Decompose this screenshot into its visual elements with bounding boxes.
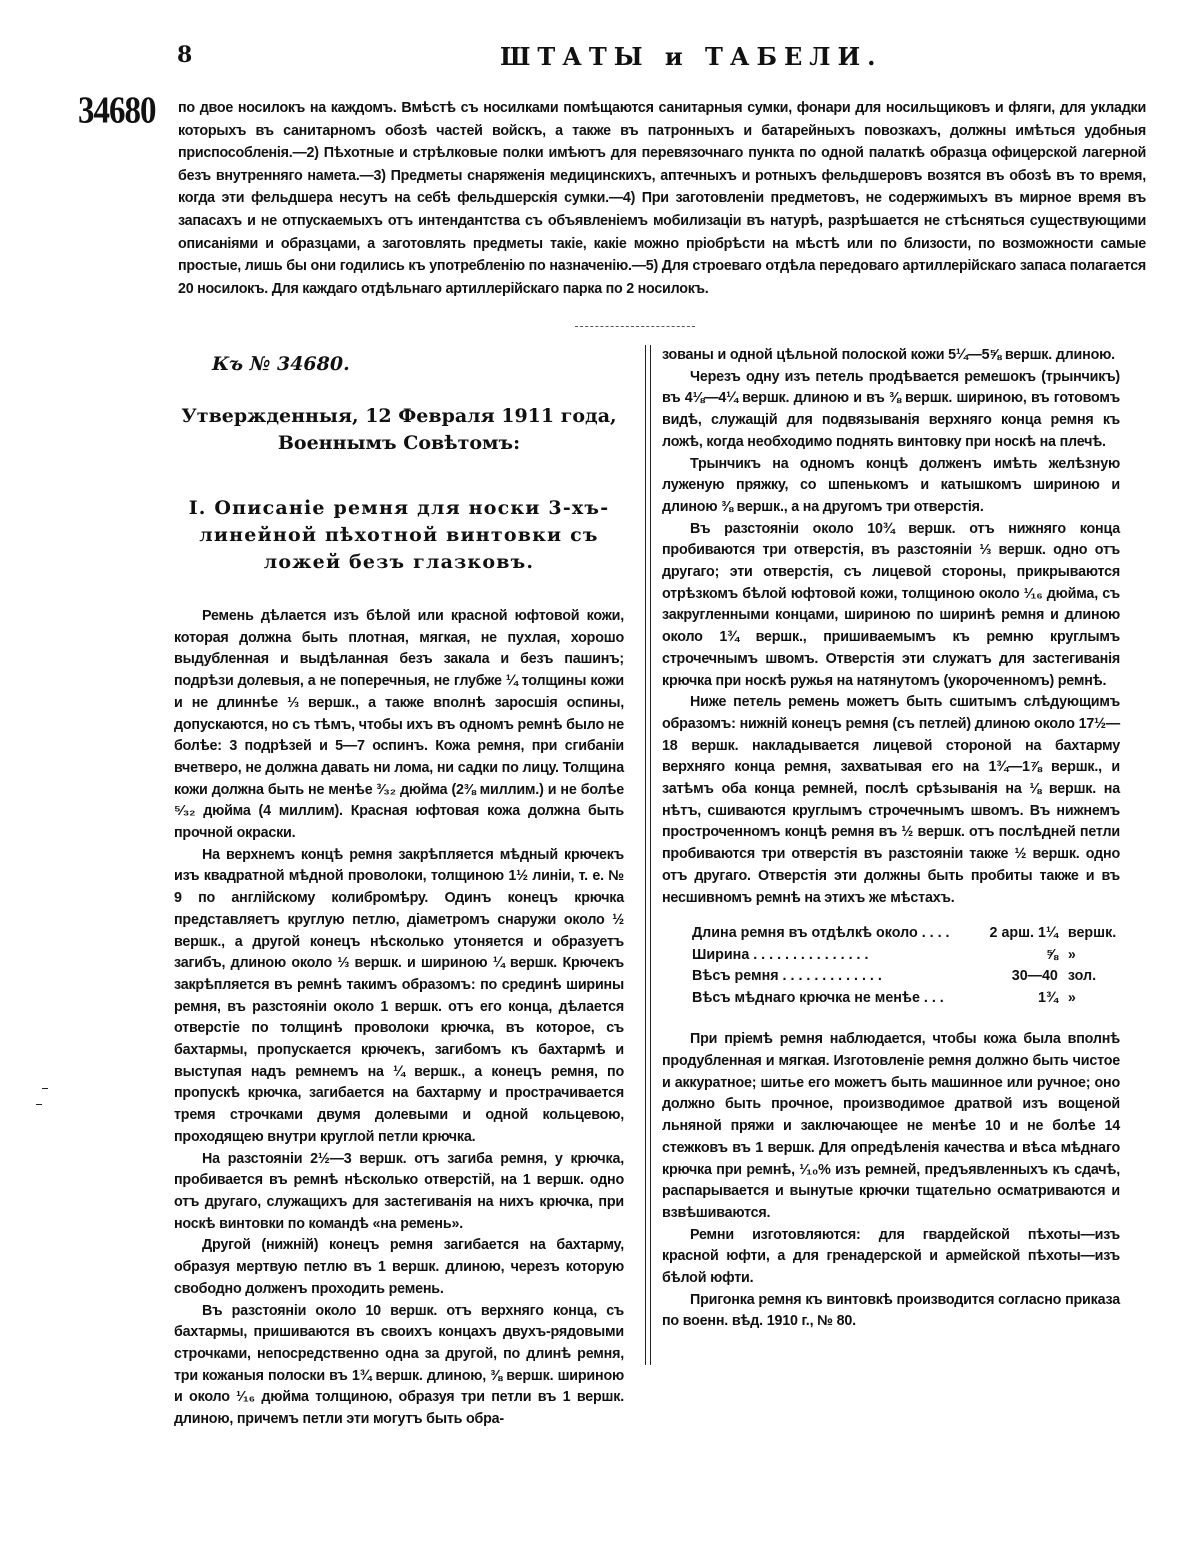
margin-mark (36, 1104, 42, 1105)
specification-table (692, 923, 1122, 1009)
spec-label: Ширина . . . . . . . . . . . . . . . (692, 946, 869, 963)
paragraph: Въ разстояніи около 10¾ вершк. отъ нижняго конца пробиваются три отверстія, въ разстояніи ⅓ вершк. одно отъ другаго; эти отверстія, съ лицевой стороны, прикрываются отрѣзкомъ бѣлой юфтовой кожи, толщиною около ¹⁄₁₆ дюйма, съ закругленными концами, шириною по ширинѣ ремня и длиною около 1¾ вершк., пришиваемымъ къ ремню круглымъ строчечнымъ швомъ. Отверстія эти служатъ для застегиванія крючка при носкѣ ружья на натянутомъ (укороченномъ) ремнѣ. (662, 520, 1120, 689)
spec-label: Длина ремня въ отдѣлкѣ около . . . . (692, 925, 950, 942)
spec-value: 30—40 (1011, 968, 1058, 985)
spec-label: Вѣсъ ремня . . . . . . . . . . . . . (692, 968, 882, 985)
spec-label: Вѣсъ мѣднаго крючка не менѣе . . . (692, 989, 944, 1006)
table-row (692, 966, 1122, 988)
section-title: I. Описаніе ремня для носки 3-хъ-линейной пѣхотной винтовки съ ложей безъ глазковъ. (188, 497, 610, 573)
reference-heading: Къ № 34680. (212, 353, 350, 375)
spec-unit: вершк. (1067, 925, 1117, 942)
table-row (692, 988, 1122, 1010)
paragraph: Трынчикъ на одномъ концѣ долженъ имѣть желѣзную луженую пряжку, со шпенькомъ и катышкомъ шириною и длиною ⅜ вершк., а на другомъ три отверстія. (662, 455, 1120, 515)
table-row (692, 923, 1122, 945)
spec-unit: » (1067, 989, 1076, 1006)
margin-mark (42, 1088, 48, 1089)
table-row (692, 945, 1122, 967)
article-number: 34680 (78, 90, 156, 132)
right-column (662, 345, 1120, 1333)
section-separator (575, 326, 695, 328)
paragraph-continuation: зованы и одной цѣльной полоской кожи 5¼—5⅝ вершк. длиною. (662, 347, 1115, 363)
paragraph: Черезъ одну изъ петель продѣвается ремешокъ (трынчикъ) въ 4⅛—4¼ вершк. длиною и въ ⅜ вершк. шириною, въ готовомъ видѣ, служащій для подвязыванія верхняго конца ремня къ ложѣ, когда необходимо поднять винтовку при носкѣ на плечѣ. (662, 368, 1120, 450)
paragraph: Ремень дѣлается изъ бѣлой или красной юфтовой кожи, которая должна быть плотная, мягкая, не пухлая, хорошо выдубленная и выдѣланная безъ закала и безъ пашинъ; подрѣзи долевыя, а не поперечныя, не глубже ¼ толщины кожи и не длиннѣе ⅓ вершк., а также вполнѣ заросшія оспины, допускаются, но съ тѣмъ, чтобы ихъ въ одномъ ремнѣ было не болѣе: 3 подрѣзей и 5—7 оспинъ. Кожа ремня, при сгибаніи вчетверо, не должна давать ни лома, ни садки по лицу. Толщина кожи должна быть не менѣе ³⁄₃₂ дюйма (2⅜ миллим.) и не болѣе ⁵⁄₃₂ дюйма (4 миллим). Красная юфтовая кожа должна быть прочной окраски. (174, 608, 624, 842)
running-title: ШТАТЫ и ТАБЕЛИ. (500, 42, 883, 71)
spec-unit: зол. (1067, 968, 1097, 985)
paragraph: При пріемѣ ремня наблюдается, чтобы кожа была вполнѣ продубленная и мягкая. Изготовленіе ремня должно быть чистое и аккуратное; шитье его можетъ быть машинное или ручное; оно должно быть прочное, производимое дратвой изъ вощеной льняной пряжи и заключающее не менѣе 10 и не болѣе 14 стежковъ въ 1 вершк. Для опредѣленія качества и вѣса мѣднаго крючка при ремнѣ, ¹⁄₁₀% изъ ремней, предъявленныхъ къ сдачѣ, распарывается и вынутые крючки тщательно осматриваются и взвѣшиваются. (662, 1031, 1120, 1221)
paragraph: Другой (нижній) конецъ ремня загибается на бахтарму, образуя мертвую петлю въ 1 вершк. длиною, черезъ которую свободно долженъ проходить ремень. (174, 1237, 624, 1297)
paragraph: На верхнемъ концѣ ремня закрѣпляется мѣдный крючекъ изъ квадратной мѣдной проволоки, толщиною 1½ линіи, т. е. № 9 по англійскому колибромѣру. Одинъ конецъ крючка представляетъ круглую петлю, діаметромъ снаружи около ½ вершк., а другой конецъ нѣсколько утоняется и образуетъ загибъ, длиною около ⅓ вершк. и шириною ¼ вершк. Крючекъ закрѣпляется въ ремнѣ такимъ образомъ: по срединѣ ширины ремня, въ разстояніи около 1 вершк. отъ его конца, дѣлается отверстіе по толщинѣ проволоки крючка, въ которое, съ бахтармы, пропускается крючекъ, загибомъ къ бахтармѣ и выступая надъ ремнемъ на ¼ вершк., а конецъ ремня, по пропускѣ крючка, загибается на бахтарму и прострачивается тремя строчками двумя долевыми и одной кольцевою, проходящею внутри круглой петли крючка. (174, 846, 624, 1145)
left-body-text (174, 606, 624, 1431)
page-number: 8 (177, 42, 193, 68)
paragraph: Ниже петель ремень можетъ быть сшитымъ слѣдующимъ образомъ: нижній конецъ ремня (съ петлей) длиною около 17½—18 вершк. накладывается лицевой стороной на бахтарму верхняго конца ремня, захватывая его на 1¾—1⅞ вершк., и затѣмъ оба конца ремней, послѣ срѣзыванія на ⅛ вершк. на нѣтъ, сшиваются круглымъ строчечнымъ швомъ. Въ нижнемъ простроченномъ концѣ ремня въ ½ вершк. отъ послѣдней петли пробиваются три отверстія въ разстояніи также ½ вершк. одно отъ другаго. Отверстія эти должны быть пробиты также и въ несшивномъ ремнѣ на этихъ же мѣстахъ. (662, 694, 1120, 906)
column-divider (645, 345, 651, 1365)
approval-heading: Утвержденныя, 12 Февраля 1911 года, Военнымъ Совѣтомъ: (181, 405, 617, 454)
spec-value: 2 арш. 1¼ (989, 925, 1058, 942)
right-body-text-after-table (662, 1029, 1120, 1333)
left-column (174, 345, 624, 1431)
spec-value: ⅝ (1045, 946, 1058, 963)
right-body-text (662, 345, 1120, 909)
paragraph: Ремни изготовляются: для гвардейской пѣхоты—изъ красной юфти, а для гренадерской и армейской пѣхоты—изъ бѣлой юфти. (662, 1226, 1120, 1287)
paragraph: Въ разстояніи около 10 вершк. отъ верхняго конца, съ бахтармы, пришиваются въ своихъ концахъ двухъ-рядовыми строчками, непосредственно одна за другой, по длинѣ ремня, три кожаныя полоски въ 1¾ вершк. длиною, ⅜ вершк. шириною и около ¹⁄₁₆ дюйма толщиною, образуя три петли въ 1 вершк. длиною, причемъ петли эти могутъ быть обра- (174, 1302, 624, 1428)
spec-value: 1¾ (1038, 989, 1058, 1006)
spec-unit: » (1067, 946, 1076, 963)
running-head (0, 42, 1200, 82)
intro-paragraph: по двое носилокъ на каждомъ. Вмѣстѣ съ носилками помѣщаются санитарныя сумки, фонари для носильщиковъ и фляги, для укладки которыхъ въ санитарномъ обозѣ частей войскъ, а также въ патронныхъ и батарейныхъ повозкахъ, должны имѣться удобныя приспособленія.—2) Пѣхотные и стрѣлковые полки имѣютъ для перевязочнаго пункта по одной палаткѣ образца офицерской лагерной безъ внутренняго намета.—3) Предметы снаряженія медицинскихъ, аптечныхъ и ротныхъ фельдшеровъ возятся въ обозѣ въ то время, когда эти фельдшера несутъ на себѣ фельдшерскія сумки.—4) При заготовленіи предметовъ, не содержимыхъ въ мирное время въ запасахъ и не отпускаемыхъ отъ интендантства съ объявленіемъ мобилизаціи въ натурѣ, разрѣшается не стѣсняться существующими описаніями и образцами, а заготовлять предметы такіе, какіе можно пріобрѣсти на мѣстѣ или по близости, по возможности самые простые, лишь бы они годились къ употребленію по назначенію.—5) Для строеваго отдѣла передоваго артиллерійскаго запаса полагается 20 носилокъ. Для каждаго отдѣльнаго артиллерійскаго парка по 2 носилокъ. (178, 100, 1146, 297)
paragraph: На разстояніи 2½—3 вершк. отъ загиба ремня, у крючка, пробивается въ ремнѣ нѣсколько отверстій, на 1 вершк. одно отъ другаго, служащихъ для застегиванія на нихъ крючка, при носкѣ винтовки по командѣ «на ремень». (174, 1150, 624, 1232)
intro-text-block (178, 97, 1146, 300)
paragraph: Пригонка ремня къ винтовкѣ производится согласно приказа по военн. вѣд. 1910 г., № 80. (662, 1291, 1120, 1330)
